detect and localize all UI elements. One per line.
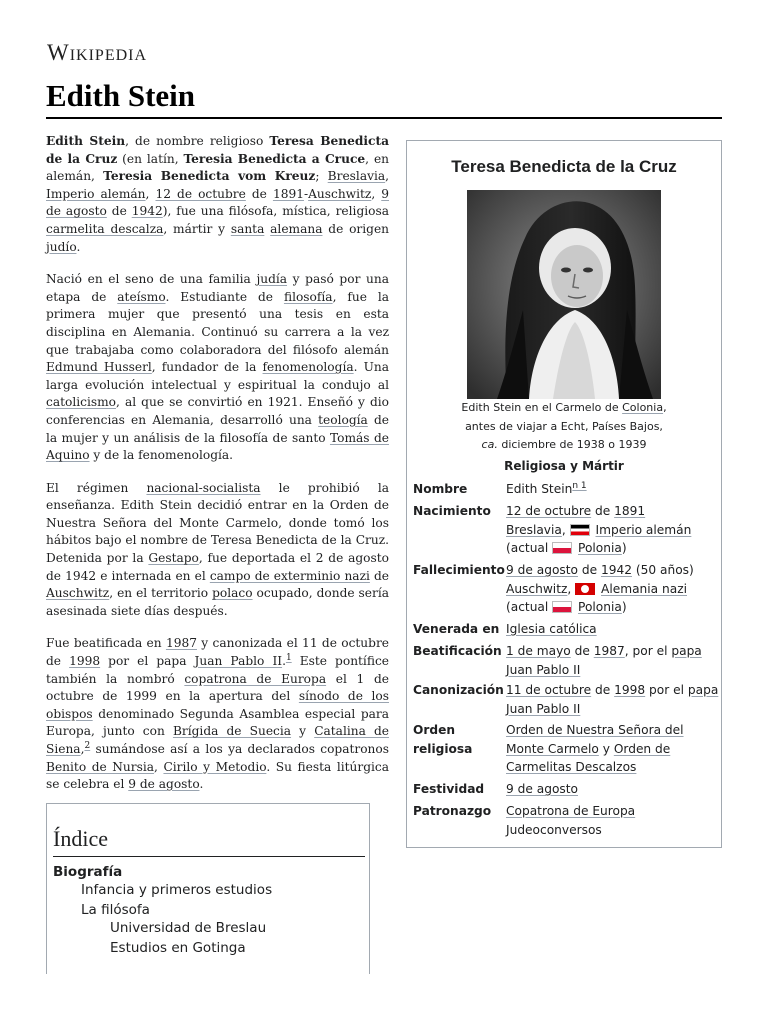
reference-2[interactable]: 2 (84, 740, 91, 751)
value-nombre: Edith Stein$^{n 1}$ (506, 480, 587, 496)
infobox (406, 140, 722, 848)
toc-item-biografia[interactable]: Biografía (53, 864, 123, 880)
german-empire-flag-icon (570, 524, 590, 536)
link-ib-alemania-nazi[interactable]: Alemania nazi (601, 581, 687, 596)
value-venerada (506, 620, 721, 639)
label-beatificacion: Beatificación (413, 644, 502, 658)
link-ateismo[interactable]: ateísmo (117, 289, 166, 304)
link-11-octubre[interactable]: 11 de octubre (506, 683, 592, 697)
nazi-germany-flag-icon (575, 583, 595, 595)
link-12-octubre[interactable]: 12 de octubre (155, 186, 246, 201)
infobox-section-header: Religiosa y Mártir (504, 459, 624, 473)
value-orden: Orden de Nuestra Señora del Monte Carmelo y Orden de Carmelitas Descalzos (506, 723, 684, 775)
link-fenomenologia[interactable]: fenomenología (262, 360, 354, 375)
portrait-photo[interactable] (467, 190, 661, 399)
link-auschwitz-2[interactable]: Auschwitz (46, 586, 110, 601)
infobox-title: Teresa Benedicta de la Cruz (451, 157, 677, 176)
link-judio[interactable]: judío (46, 239, 77, 254)
paragraph-intro: Edith Stein, de nombre religioso Teresa Benedicta de la Cruz (en latín, Teresia Benedicta a Cruce, en alemán, Teresia Benedicta vom Kreuz; Breslavia, Imperio alemán, 12 de octubre de 1891-Auschwitz, 9 de agosto de 1942), fue una filósofa, mística, religiosa carmelita descalza, mártir y santa alemana de origen judío. (46, 134, 390, 254)
link-1998[interactable]: 1998 (69, 654, 101, 669)
portrait-caption: Edith Stein en el Carmelo de Colonia, antes de viajar a Echt, Países Bajos, ca. diciembre de 1938 o 1939 (461, 401, 667, 451)
toc-title: Índice (53, 826, 108, 851)
label-orden: Orden religiosa (413, 723, 473, 756)
link-iglesia-catolica[interactable]: Iglesia católica (506, 622, 597, 636)
label-nombre: Nombre (413, 482, 468, 496)
toc-divider (53, 856, 365, 857)
link-catolicismo[interactable]: catolicismo (46, 395, 116, 410)
value-festividad (506, 780, 721, 799)
paragraph-nazi-era: El régimen nacional-socialista le prohibió la enseñanza. Edith Stein decidió entrar en la Orden de Nuestra Señora del Monte Carmelo, donde tomó los hábitos bajo el nombre de Teresa Benedicta de la Cruz. Detenida por la Gestapo, fue deportada el 2 de agosto de 1942 e internada en el campo de exterminio nazi de Auschwitz, en el territorio polaco ocupado, donde sería asesinada siete días después. (46, 480, 390, 618)
link-ib-festividad-9-agosto[interactable]: 9 de agosto (506, 782, 578, 796)
toc-item-infancia[interactable]: Infancia y primeros estudios (81, 882, 273, 898)
link-ib-1987[interactable]: 1987 (593, 644, 625, 658)
label-festividad: Festividad (413, 782, 485, 796)
link-ib-juan-pablo-ii[interactable]: Juan Pablo II (506, 662, 581, 677)
value-nacimiento: 12 de octubre de 1891 Breslavia, Imperio alemán (actual Polonia) (506, 504, 692, 556)
link-brigida-suecia[interactable]: Brígida de Suecia (172, 724, 292, 739)
value-beatificacion: 1 de mayo de 1987, por el papa Juan Pablo II (506, 644, 702, 677)
link-ib-imperio-aleman[interactable]: Imperio alemán (595, 522, 692, 537)
value-canonizacion: 11 de octubre de 1998 por el papa Juan Pablo II (506, 683, 719, 716)
toc-item-universidad-breslau[interactable]: Universidad de Breslau (110, 920, 267, 936)
link-auschwitz[interactable]: Auschwitz (308, 186, 372, 201)
link-judia[interactable]: judía (256, 272, 288, 287)
link-campo-exterminio[interactable]: campo de exterminio nazi (209, 568, 370, 583)
link-ib-9-agosto[interactable]: 9 de agosto (506, 563, 578, 577)
label-venerada: Venerada en (413, 622, 500, 636)
label-fallecimiento: Fallecimiento (413, 563, 505, 577)
link-breslavia[interactable]: Breslavia (327, 169, 386, 184)
link-1942[interactable]: 1942 (131, 204, 163, 219)
link-ib-1891[interactable]: 1891 (614, 504, 646, 518)
link-copatrona-europa[interactable]: copatrona de Europa (184, 671, 327, 686)
link-benito-nursia[interactable]: Benito de Nursia (46, 759, 155, 774)
label-patronazgo: Patronazgo (413, 804, 492, 818)
poland-flag-icon (552, 601, 572, 613)
link-ib-1998[interactable]: 1998 (614, 683, 646, 697)
link-gestapo[interactable]: Gestapo (148, 551, 199, 566)
link-nacional-socialista[interactable]: nacional-socialista (146, 480, 261, 495)
link-ib-auschwitz[interactable]: Auschwitz (506, 581, 568, 596)
link-orden-monte-carmelo[interactable]: Orden de Nuestra Señora del Monte Carmelo (506, 723, 684, 756)
link-alemana[interactable]: alemana (270, 221, 323, 236)
link-sinodo-obispos[interactable]: sínodo de los obispos (46, 689, 390, 721)
link-ib-breslavia[interactable]: Breslavia (506, 522, 562, 537)
link-teologia[interactable]: teología (318, 412, 368, 427)
toc-item-estudios-gotinga[interactable]: Estudios en Gotinga (110, 940, 246, 956)
link-carmelitas-descalzos[interactable]: Orden de Carmelitas Descalzos (506, 741, 671, 775)
link-ib-copatrona-europa[interactable]: Copatrona de Europa (506, 804, 636, 818)
link-santa[interactable]: santa (230, 221, 265, 236)
link-catalina-siena[interactable]: Catalina de Siena (46, 724, 389, 756)
link-ib-12-octubre[interactable]: 12 de octubre (506, 504, 592, 518)
link-juan-pablo-ii[interactable]: Juan Pablo II (194, 654, 283, 669)
link-1-mayo[interactable]: 1 de mayo (506, 644, 571, 658)
link-ib-juan-pablo-ii-2[interactable]: Juan Pablo II (506, 701, 581, 716)
label-canonizacion: Canonización (413, 683, 504, 697)
bold-german-name: Teresia Benedicta vom Kreuz (103, 169, 316, 184)
article-body (46, 133, 389, 809)
paragraph-biography: Nació en el seno de una familia judía y pasó por una etapa de ateísmo. Estudiante de filosofía, fue la primera mujer que presentó una tesis en esta disciplina en Alemania. Continuó su carrera a la vez que trabajaba como colaboradora del filósofo alemán Edmund Husserl, fundador de la fenomenología. Una larga evolución intelectual y espiritual la condujo al catolicismo, al que se convirtió en 1921. Enseñó y dio conferencias en Alemania, desarrolló una teología de la mujer y un análisis de la filosofía de santo Tomás de Aquino y de la fenomenología. (46, 272, 390, 463)
value-fallecimiento: 9 de agosto de 1942 (50 años) Auschwitz, Alemania nazi (actual Polonia) (506, 563, 694, 615)
toc-item-la-filosofa[interactable]: La filósofa (81, 902, 150, 918)
link-cirilo-metodio[interactable]: Cirilo y Metodio (163, 759, 267, 774)
poland-flag-icon (552, 542, 572, 554)
link-polaco[interactable]: polaco (212, 586, 253, 601)
wikipedia-logo[interactable]: Wikipedia (47, 40, 148, 65)
link-colonia[interactable]: Colonia (622, 401, 664, 414)
note-n1[interactable]: n 1 (572, 480, 587, 491)
link-edmund-husserl[interactable]: Edmund Husserl (46, 360, 152, 375)
title-divider (46, 117, 722, 119)
bold-name: Edith Stein (46, 134, 126, 148)
link-ib-polonia-2[interactable]: Polonia (578, 600, 622, 615)
table-of-contents (46, 803, 370, 974)
link-tomas-de-aquino[interactable]: Tomás de Aquino (46, 430, 389, 463)
page-title: Edith Stein (46, 78, 196, 113)
link-9-agosto-2[interactable]: 9 de agosto (128, 777, 200, 792)
bold-religious-name: Teresa Benedicta de la Cruz (46, 134, 389, 166)
link-imperio-aleman[interactable]: Imperio alemán (46, 186, 146, 201)
value-patronazgo: Copatrona de Europa Judeoconversos (506, 804, 636, 837)
link-papa[interactable]: papa (671, 644, 702, 658)
link-9-agosto[interactable]: 9 de agosto (46, 186, 390, 219)
paragraph-canonization: Fue beatificada en 1987 y canonizada el 11 de octubre de 1998 por el papa Juan Pablo II.$^1$ Este pontífice también la nombró copatrona de Europa el 1 de octubre de 1999 en la apertura del sínodo de los obispos denominado Segunda Asamblea especial para Europa, junto con Brígida de Suecia y Catalina de Siena,$^2$ sumándose así a los ya declarados copatronos Benito de Nursia, Cirilo y Metodio. Su fiesta litúrgica se celebra el 9 de agosto. (46, 636, 390, 792)
link-ib-polonia[interactable]: Polonia (578, 541, 622, 556)
reference-1[interactable]: 1 (285, 652, 292, 663)
link-carmelita-descalza[interactable]: carmelita descalza (46, 221, 164, 236)
link-ib-1942[interactable]: 1942 (600, 563, 632, 577)
bold-latin-name: Teresia Benedicta a Cruce (183, 151, 366, 166)
link-1987[interactable]: 1987 (165, 636, 197, 651)
link-papa-2[interactable]: papa (687, 683, 719, 697)
label-nacimiento: Nacimiento (413, 504, 491, 518)
link-filosofia[interactable]: filosofía (283, 289, 333, 304)
link-1891[interactable]: 1891 (272, 186, 304, 201)
